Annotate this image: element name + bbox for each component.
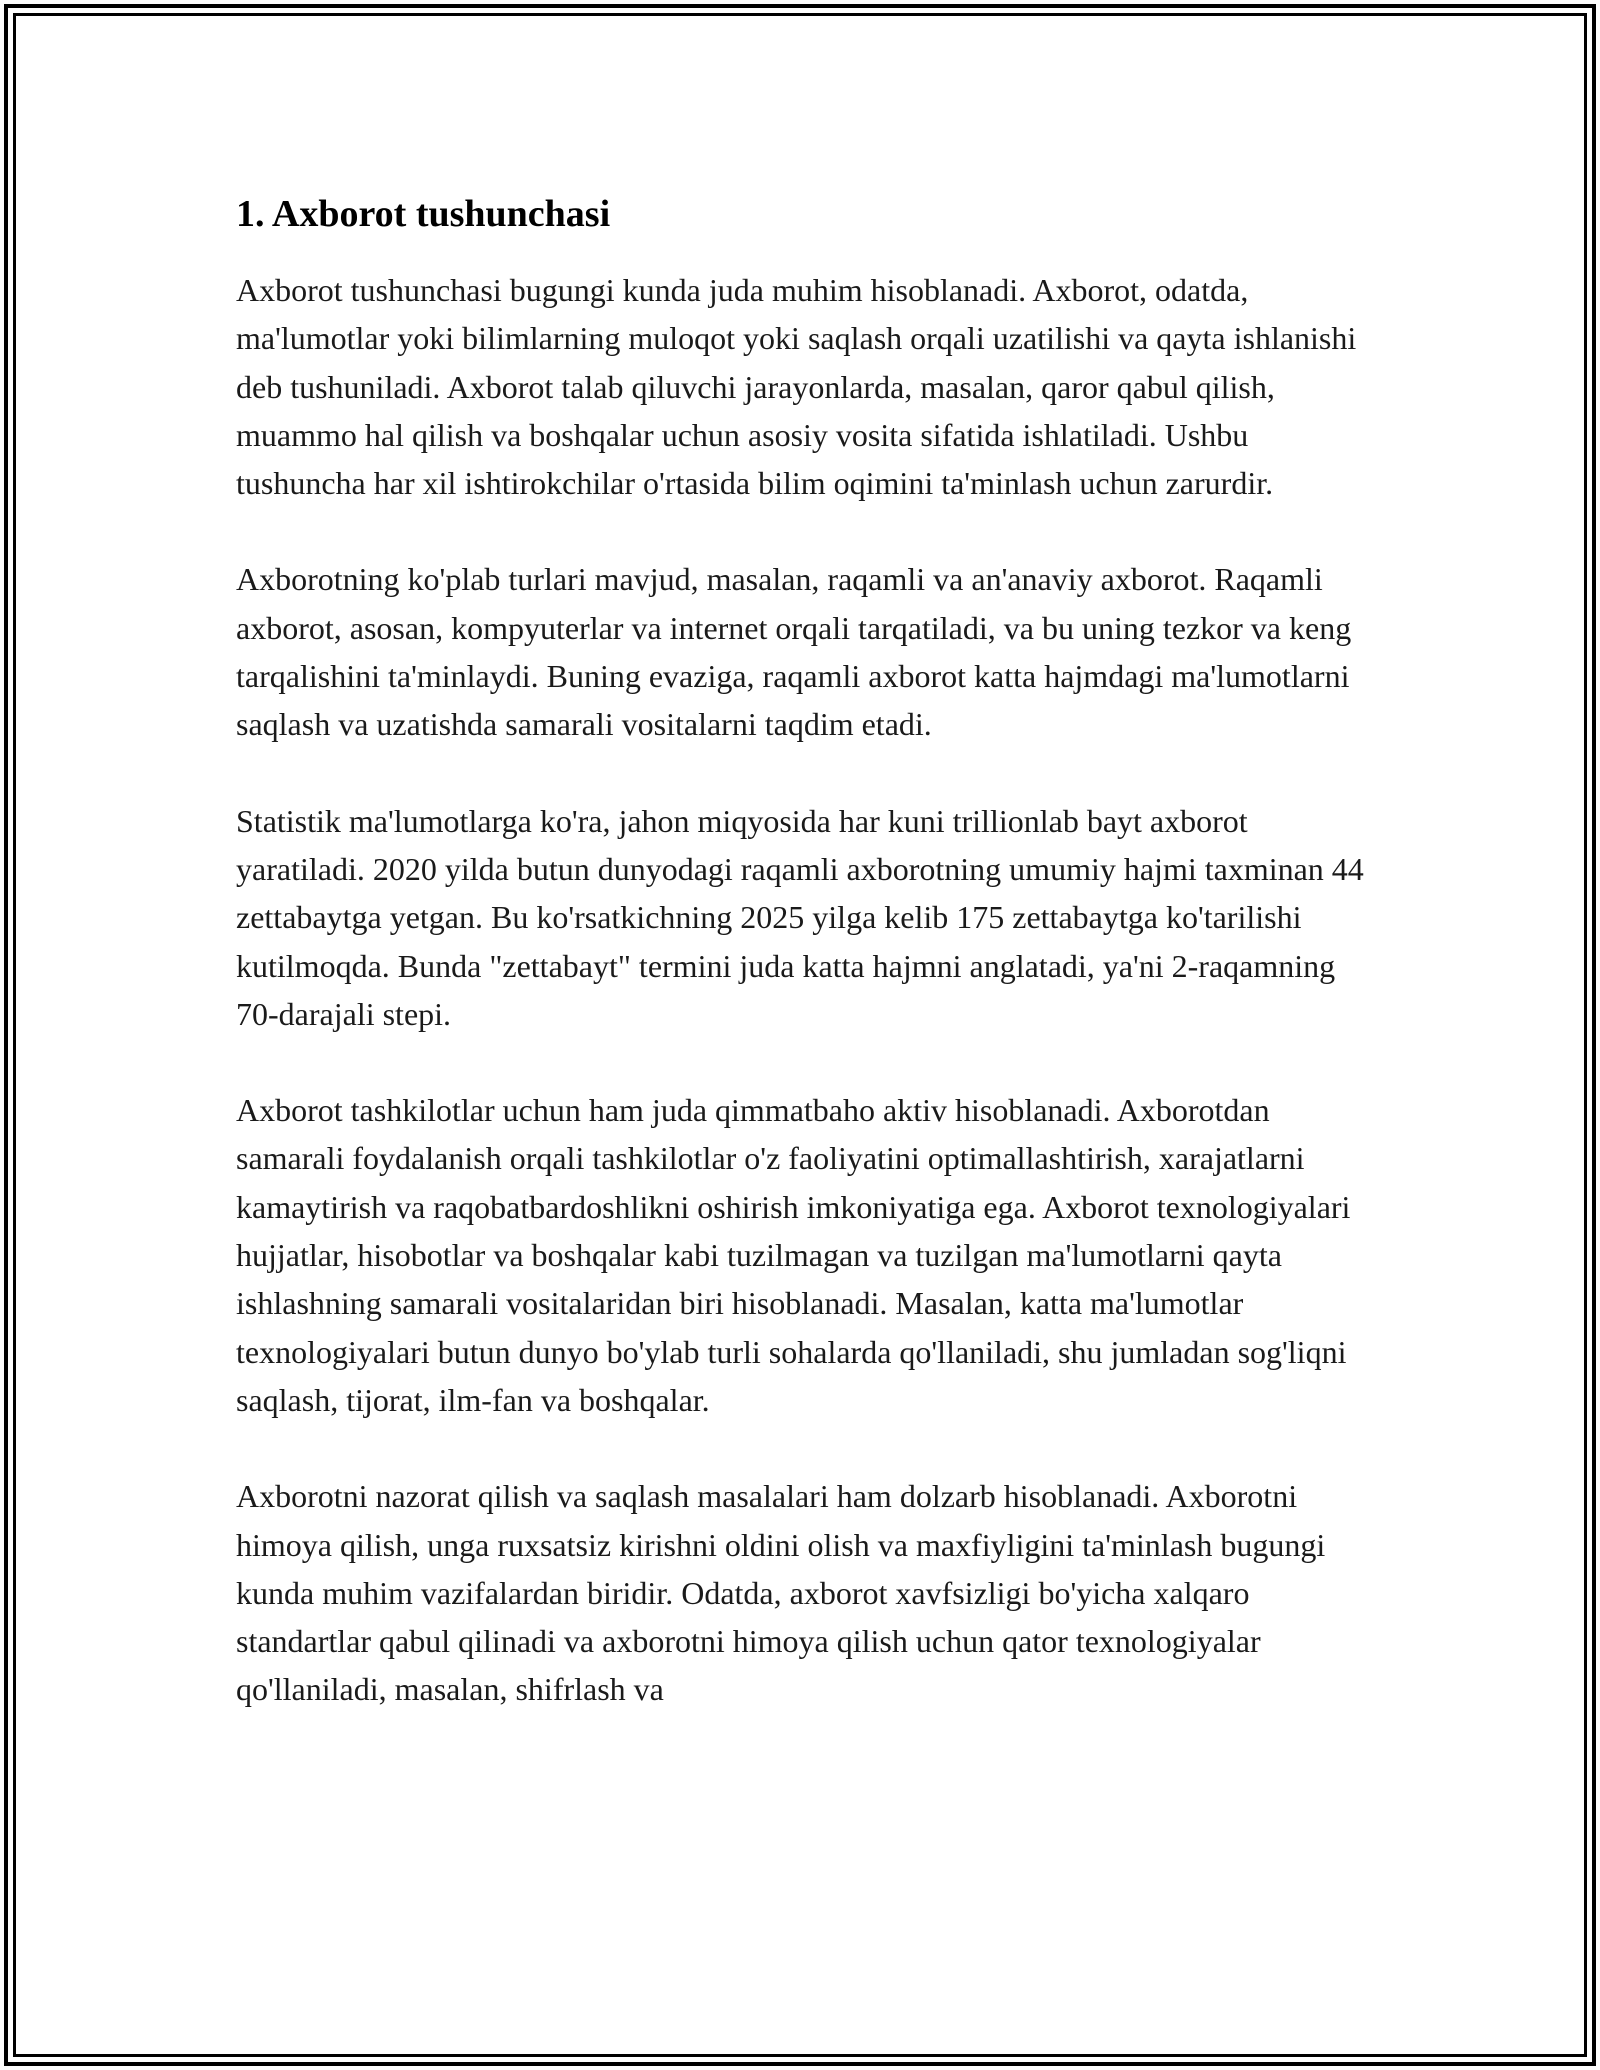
paragraph-3: Statistik ma'lumotlarga ko'ra, jahon miqyosida har kuni trillionlab bayt axborot yaratiladi. 2020 yilda butun dunyodagi raqamli axborotning umumiy hajmi taxminan 44 zettabaytga yetgan. Bu ko'rsatkichning 2025 yilga kelib 175 zettabaytga ko'tarilishi kutilmoqda. Bunda "zettabayt" termini juda katta hajmni anglatadi, ya'ni 2-raqamning 70-darajali stepi. xyxy=(236,802,1364,1032)
document-body xyxy=(236,190,1376,1762)
paragraph-2: Axborotning ko'plab turlari mavjud, masalan, raqamli va an'anaviy axborot. Raqamli axborot, asosan, kompyuterlar va internet orqali tarqatiladi, va bu uning tezkor va keng tarqalishini ta'minlaydi. Buning evaziga, raqamli axborot katta hajmdagi ma'lumotlarni saqlash va uzatishda samarali vositalarni taqdim etadi. xyxy=(236,561,1352,743)
paragraph-4: Axborot tashkilotlar uchun ham juda qimmatbaho aktiv hisoblanadi. Axborotdan samarali foydalanish orqali tashkilotlar o'z faoliyatini optimallashtirish, xarajatlarni kamaytirish va raqobatbardoshlikni oshirish imkoniyatiga ega. Axborot texnologiyalari hujjatlar, hisobotlar va boshqalar kabi tuzilmagan va tuzilgan ma'lumotlarni qayta ishlashning samarali vositalaridan biri hisoblanadi. Masalan, katta ma'lumotlar texnologiyalari butun dunyo bo'ylab turli sohalarda qo'llaniladi, shu jumladan sog'liqni saqlash, tijorat, ilm-fan va boshqalar. xyxy=(236,1092,1351,1418)
paragraph-1: Axborot tushunchasi bugungi kunda juda muhim hisoblanadi. Axborot, odatda, ma'lumotlar yoki bilimlarning muloqot yoki saqlash orqali uzatilishi va qayta ishlanishi deb tushuniladi. Axborot talab qiluvchi jarayonlarda, masalan, qaror qabul qilish, muammo hal qilish va boshqalar uchun asosiy vosita sifatida ishlatiladi. Ushbu tushuncha har xil ishtirokchilar o'rtasida bilim oqimini ta'minlash uchun zarurdir. xyxy=(236,272,1357,502)
section-heading: 1. Axborot tushunchasi xyxy=(236,193,611,235)
paragraph-5: Axborotni nazorat qilish va saqlash masalalari ham dolzarb hisoblanadi. Axborotni himoya qilish, unga ruxsatsiz kirishni oldini olish va maxfiyligini ta'minlash bugungi kunda muhim vazifalardan biridir. Odatda, axborot xavfsizligi bo'yicha xalqaro standartlar qabul qilinadi va axborotni himoya qilish uchun qator texnologiyalar qo'llaniladi, masalan, shifrlash va xyxy=(236,1478,1326,1708)
